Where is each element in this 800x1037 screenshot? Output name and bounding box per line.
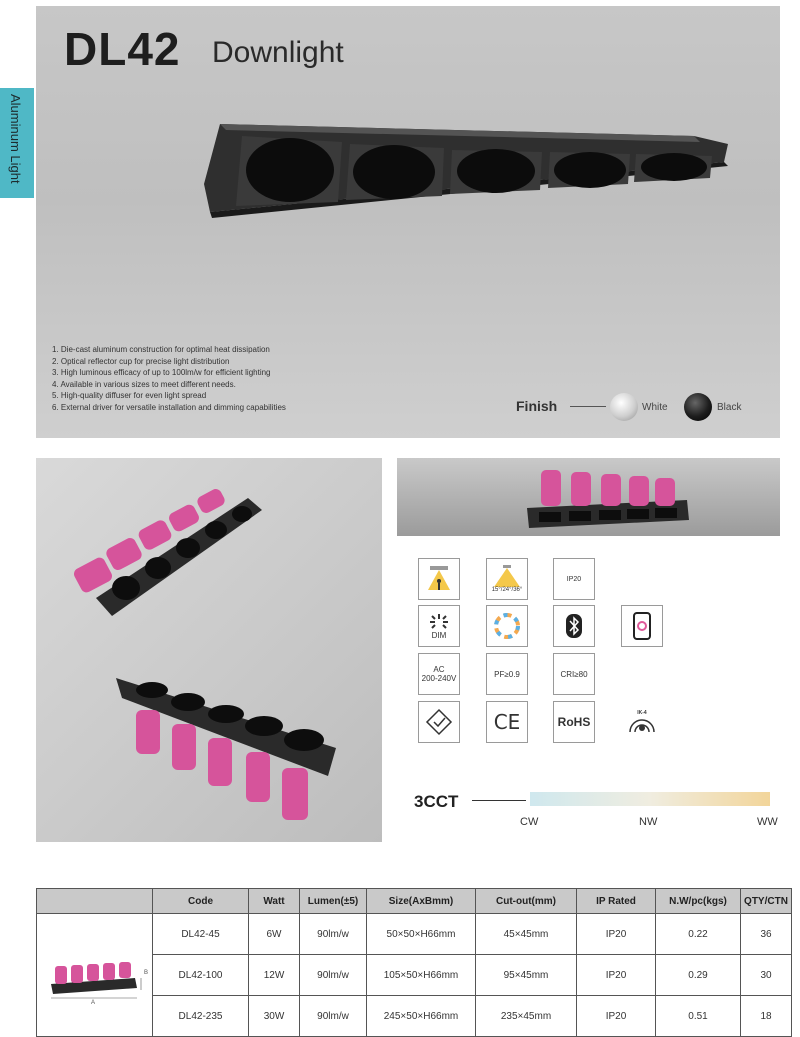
table-row bbox=[37, 914, 792, 955]
beam-angle-text: 15°/24°/36° bbox=[491, 587, 523, 593]
installation-icon bbox=[418, 558, 460, 600]
model-title: DL42 bbox=[64, 23, 181, 75]
beam-angle-icon bbox=[486, 558, 528, 600]
dimmable-text: DIM bbox=[431, 630, 447, 640]
voltage-icon bbox=[418, 653, 460, 695]
feature-item: 2. Optical reflector cup for precise light distribution bbox=[52, 356, 230, 366]
feature-item: 3. High luminous efficacy of up to 100lm/w for efficient lighting bbox=[52, 368, 271, 377]
dimmable-icon bbox=[418, 605, 460, 647]
table-cell: 30 bbox=[741, 955, 792, 996]
saa-certification-icon bbox=[418, 701, 460, 743]
ik-rating-text: IK-4 bbox=[637, 710, 647, 716]
table-cell: IP20 bbox=[577, 955, 656, 996]
column-header: Watt bbox=[249, 889, 300, 914]
app-control-icon bbox=[621, 605, 663, 647]
table-cell: 18 bbox=[741, 996, 792, 1037]
ik-rating-icon bbox=[621, 701, 663, 743]
finish-divider bbox=[570, 406, 606, 407]
cct-tick-nw: NW bbox=[639, 816, 658, 828]
header-image-cell bbox=[37, 889, 153, 914]
column-header: Size(AxBmm) bbox=[367, 889, 476, 914]
ip-rating-text: IP20 bbox=[566, 575, 582, 583]
color-wheel-icon bbox=[486, 605, 528, 647]
table-cell: 6W bbox=[249, 914, 300, 955]
table-cell: DL42-45 bbox=[153, 914, 249, 955]
table-cell: 105×50×H66mm bbox=[367, 955, 476, 996]
voltage-text: AC 200-240V bbox=[421, 665, 457, 683]
table-cell: 0.22 bbox=[656, 914, 741, 955]
ce-mark-text: CE bbox=[493, 710, 521, 734]
spec-table bbox=[36, 888, 792, 1037]
table-cell: 245×50×H66mm bbox=[367, 996, 476, 1037]
column-header: QTY/CTN bbox=[741, 889, 792, 914]
product-image-main bbox=[204, 114, 734, 224]
cct-tick-ww: WW bbox=[757, 816, 778, 828]
bluetooth-icon bbox=[553, 605, 595, 647]
table-cell: 0.51 bbox=[656, 996, 741, 1037]
finish-white-swatch[interactable] bbox=[610, 393, 638, 421]
finish-black-swatch[interactable] bbox=[684, 393, 712, 421]
table-cell: 30W bbox=[249, 996, 300, 1037]
table-cell: DL42-100 bbox=[153, 955, 249, 996]
category-tab-label: Aluminum Light bbox=[8, 94, 23, 184]
spec-table-header-row bbox=[37, 889, 792, 914]
ip-rating-icon bbox=[553, 558, 595, 600]
cri-icon bbox=[553, 653, 595, 695]
table-cell: 50×50×H66mm bbox=[367, 914, 476, 955]
cct-divider bbox=[472, 800, 526, 801]
table-cell: 90lm/w bbox=[300, 955, 367, 996]
table-cell: 235×45mm bbox=[476, 996, 577, 1037]
table-cell: 90lm/w bbox=[300, 996, 367, 1037]
finish-black-label: Black bbox=[717, 402, 742, 413]
table-cell: 36 bbox=[741, 914, 792, 955]
column-header: Code bbox=[153, 889, 249, 914]
dimension-diagram-cell bbox=[37, 914, 153, 1037]
table-cell: DL42-235 bbox=[153, 996, 249, 1037]
column-header: Lumen(±5) bbox=[300, 889, 367, 914]
cct-tick-cw: CW bbox=[520, 816, 539, 828]
finish-label: Finish bbox=[516, 398, 558, 414]
ce-mark-icon bbox=[486, 701, 528, 743]
category-tab bbox=[0, 88, 34, 198]
feature-list bbox=[52, 344, 286, 413]
table-cell: 45×45mm bbox=[476, 914, 577, 955]
cri-text: CRI≥80 bbox=[560, 669, 588, 679]
table-cell: 90lm/w bbox=[300, 914, 367, 955]
finish-white-label: White bbox=[642, 402, 668, 413]
table-cell: IP20 bbox=[577, 996, 656, 1037]
product-photo-banner bbox=[397, 458, 780, 536]
dimension-label-a: A bbox=[90, 999, 95, 1006]
dimension-label-b: B bbox=[143, 969, 148, 976]
power-factor-icon bbox=[486, 653, 528, 695]
table-cell: 0.29 bbox=[656, 955, 741, 996]
feature-item: 1. Die-cast aluminum construction for optimal heat dissipation bbox=[52, 345, 270, 354]
cct-gradient-bar bbox=[530, 792, 770, 806]
table-cell: IP20 bbox=[577, 914, 656, 955]
hero-panel bbox=[36, 6, 780, 438]
table-cell: 95×45mm bbox=[476, 955, 577, 996]
column-header: IP Rated bbox=[577, 889, 656, 914]
dimension-diagram bbox=[43, 944, 147, 1004]
feature-item: 5. High-quality diffuser for even light spread bbox=[52, 391, 207, 400]
table-cell: 12W bbox=[249, 955, 300, 996]
cct-label: 3CCT bbox=[414, 792, 459, 811]
product-photo-side-view bbox=[397, 458, 780, 536]
power-factor-text: PF≥0.9 bbox=[494, 669, 520, 679]
column-header: N.W/pc(kgs) bbox=[656, 889, 741, 914]
product-photo-top-view bbox=[36, 458, 382, 842]
rohs-icon bbox=[553, 701, 595, 743]
column-header: Cut-out(mm) bbox=[476, 889, 577, 914]
feature-item: 6. External driver for versatile installation and dimming capabilities bbox=[52, 402, 286, 412]
product-subtitle: Downlight bbox=[212, 36, 344, 69]
rohs-text: RoHS bbox=[557, 715, 591, 729]
feature-item: 4. Available in various sizes to meet different needs. bbox=[52, 379, 236, 389]
product-photo-angles bbox=[36, 458, 382, 842]
